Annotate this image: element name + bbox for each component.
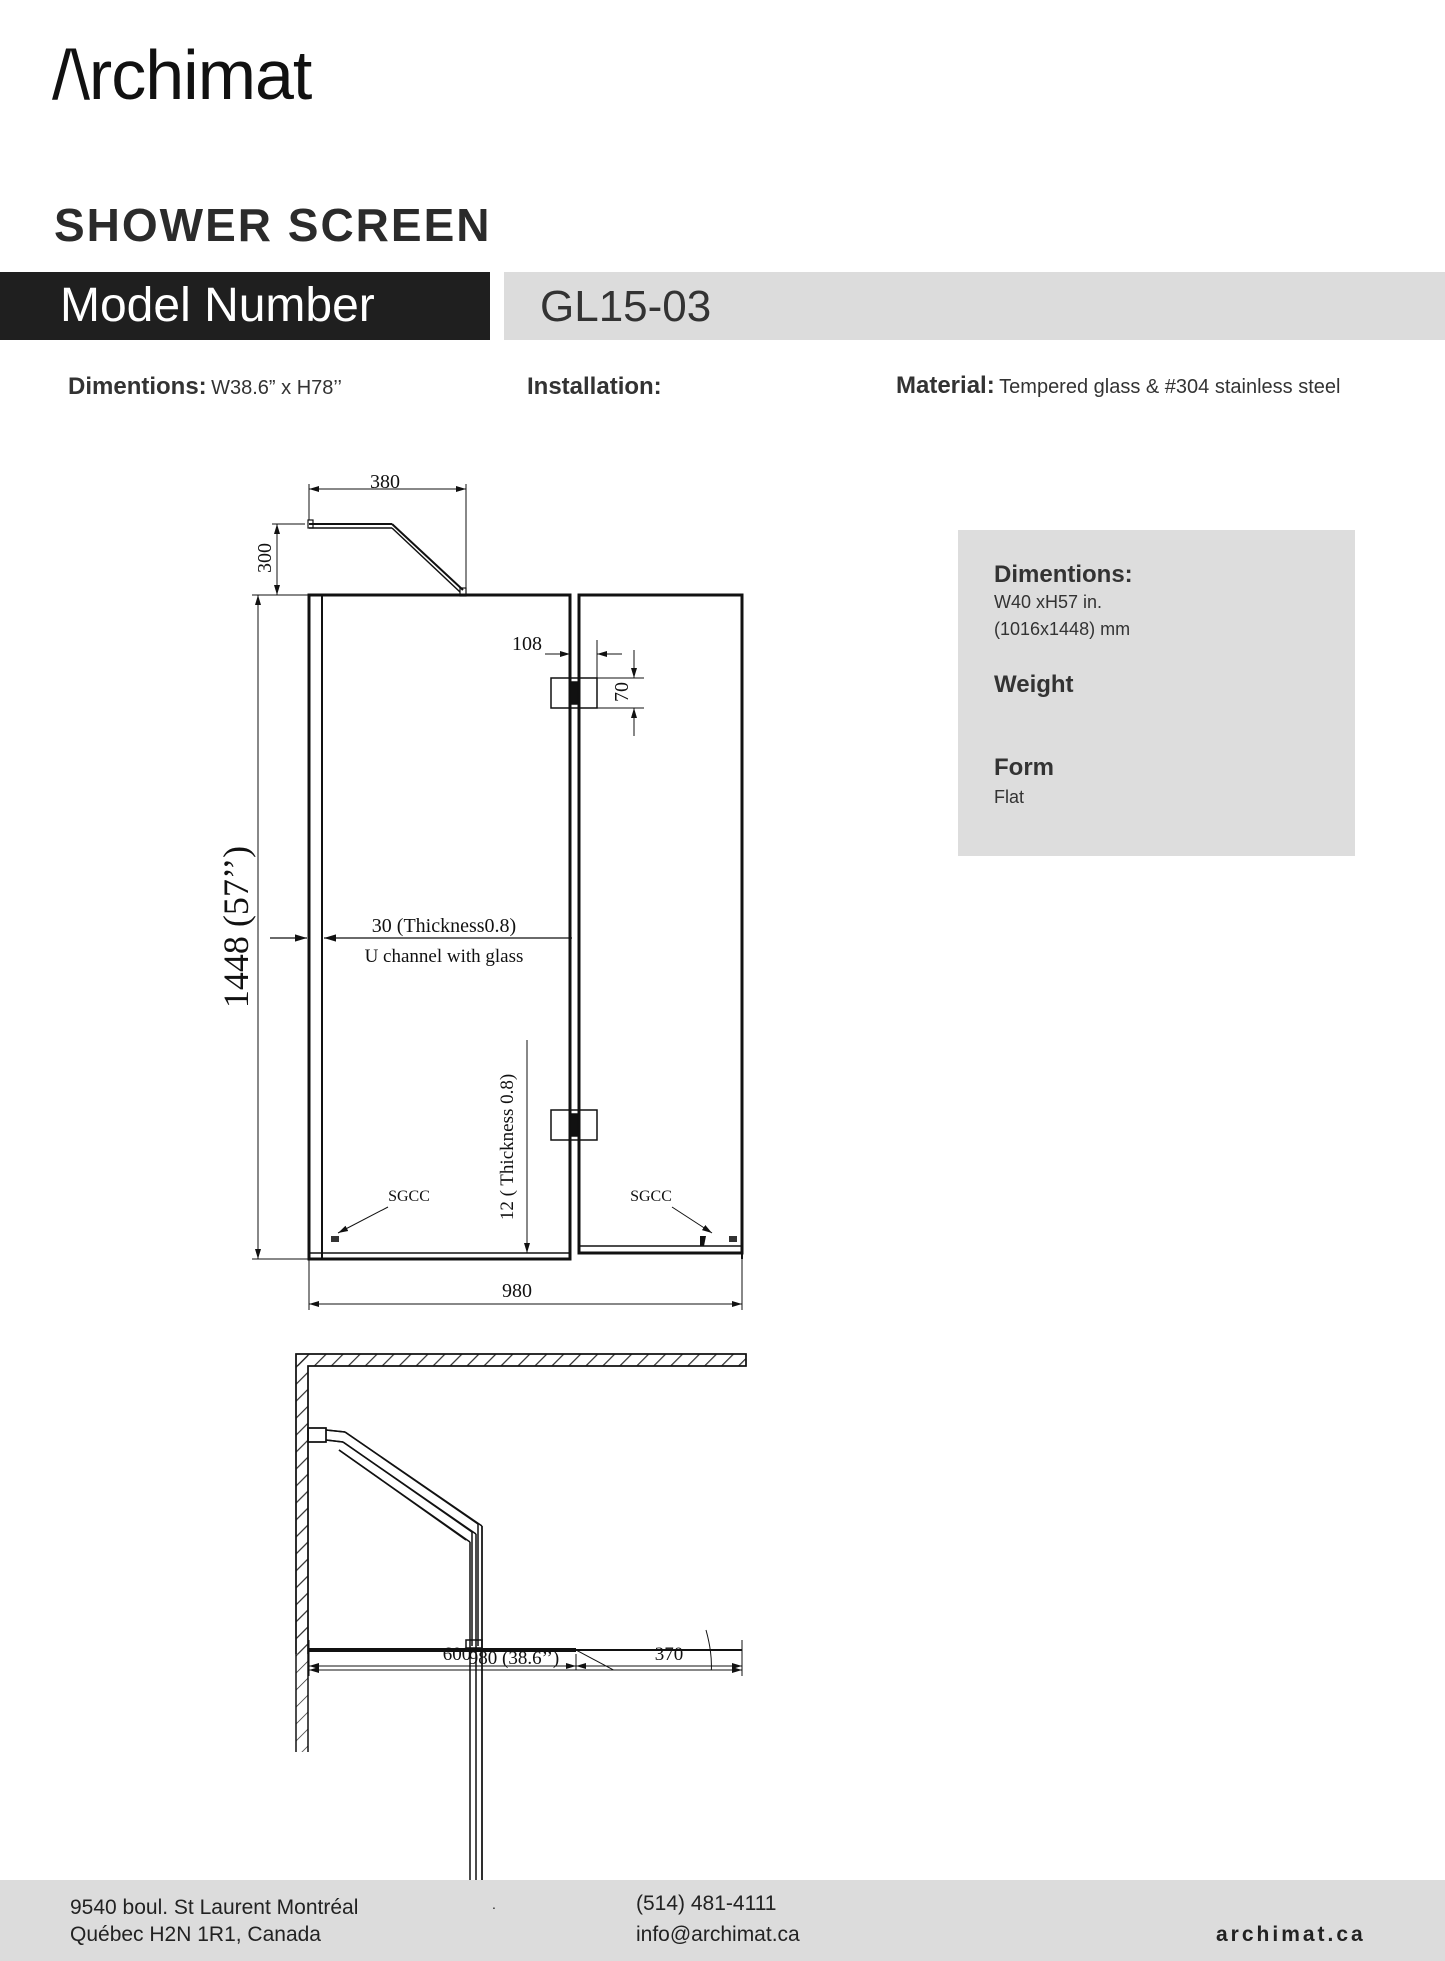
dim-arm-height-label: 300 xyxy=(254,543,276,573)
footer-address-line-2: Québec H2N 1R1, Canada xyxy=(70,1923,321,1946)
dim-total-height xyxy=(252,595,309,1259)
hinge-top xyxy=(551,678,597,708)
plan-dimensions xyxy=(0,1340,1445,1670)
info-dimensions-in: W40 xH57 in. xyxy=(994,592,1103,612)
info-form-label: Form xyxy=(994,754,1054,781)
sgcc-arrow-left xyxy=(338,1207,388,1233)
sgcc-stamp-right xyxy=(729,1236,737,1242)
dim-plan-fixed-label: 600 xyxy=(442,1644,472,1665)
info-dimensions-mm: (1016x1448) mm xyxy=(994,619,1131,639)
document-type-title: SHOWER SCREEN xyxy=(54,199,492,251)
dim-hinge-height-label: 70 xyxy=(611,682,633,702)
sgcc-label-right: SGCC xyxy=(630,1188,672,1205)
sgcc-stamp-left xyxy=(331,1236,339,1242)
sgcc-label-left: SGCC xyxy=(388,1188,430,1205)
spec-dimensions-value: W38.6” x H78’’ xyxy=(211,377,342,399)
footer-address-line-1: 9540 boul. St Laurent Montréal xyxy=(70,1896,359,1919)
plan-total-dimension xyxy=(0,1640,1445,1690)
info-dimensions-label: Dimentions: xyxy=(994,561,1133,588)
spec-material-value: Tempered glass & #304 stainless steel xyxy=(999,376,1341,398)
hinge-bottom xyxy=(551,1110,597,1140)
footer-email[interactable]: info@archimat.ca xyxy=(636,1923,800,1946)
footer-separator-dot: . xyxy=(492,1896,496,1912)
spec-installation-label: Installation: xyxy=(527,373,662,400)
dim-plan-door-label: 370 xyxy=(654,1644,684,1665)
u-channel-description: U channel with glass xyxy=(364,946,524,967)
top-support-arm xyxy=(308,520,466,596)
footer-website[interactable]: archimat.ca xyxy=(1216,1923,1366,1946)
dim-total-height-label: 1448 (57’’) xyxy=(216,845,256,1009)
info-form-value: Flat xyxy=(994,787,1025,807)
sgcc-arrow-right xyxy=(672,1207,712,1233)
dim-arm-width-label: 380 xyxy=(370,471,400,493)
plan-wall-top xyxy=(296,1354,746,1366)
door-handle xyxy=(700,1236,706,1246)
model-number-label: Model Number xyxy=(60,279,375,332)
door-glass-panel xyxy=(570,595,742,1259)
spec-dimensions-label: Dimentions: xyxy=(68,373,207,400)
archimat-logo: /\rchimat xyxy=(52,36,312,114)
dim-plan-total-label: 980 (38.6’’) xyxy=(468,1648,560,1669)
plan-arm xyxy=(308,1428,482,1648)
footer-phone[interactable]: (514) 481-4111 xyxy=(636,1892,777,1915)
bottom-channel-thickness-label: 12 ( Thickness 0.8) xyxy=(497,1073,518,1221)
info-weight-label: Weight xyxy=(994,671,1074,698)
dim-hinge-offset-label: 108 xyxy=(512,633,542,655)
dim-arm-height xyxy=(272,524,305,595)
spacer xyxy=(280,1340,760,1345)
dim-front-width-label: 980 xyxy=(502,1280,532,1302)
dim-hinge-offset xyxy=(545,640,622,678)
model-number-value: GL15-03 xyxy=(540,282,712,331)
plan-wall-side xyxy=(296,1354,308,1654)
spec-material-label: Material: xyxy=(896,372,995,399)
u-channel-thickness-label: 30 (Thickness0.8) xyxy=(371,915,517,937)
